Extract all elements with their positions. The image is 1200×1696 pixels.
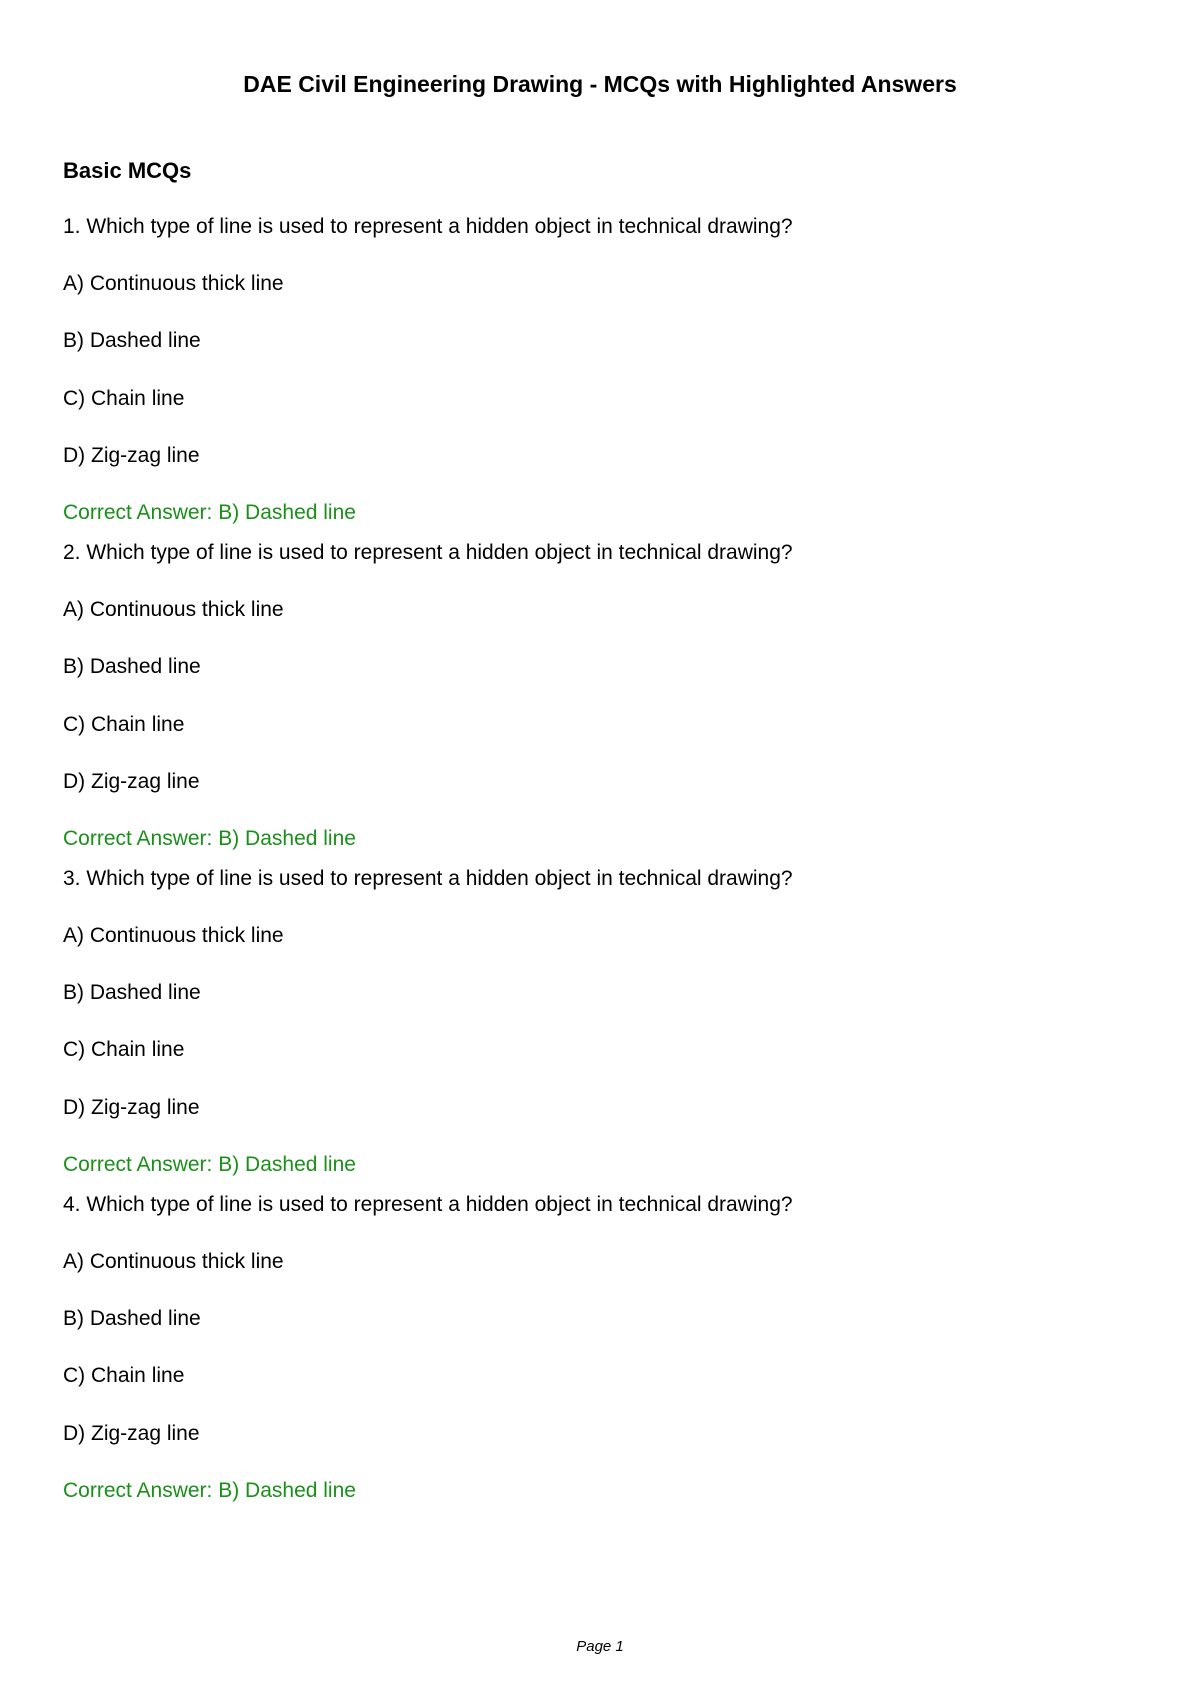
option-b: B) Dashed line <box>63 1307 201 1331</box>
option-c: C) Chain line <box>63 386 185 410</box>
option-b: B) Dashed line <box>63 981 201 1005</box>
option-d: D) Zig-zag line <box>63 1421 200 1445</box>
correct-answer: Correct Answer: B) Dashed line <box>63 1478 356 1502</box>
question-text: 1. Which type of line is used to represent a hidden object in technical drawing? <box>63 215 793 238</box>
correct-answer: Correct Answer: B) Dashed line <box>63 500 356 524</box>
option-a: A) Continuous thick line <box>63 924 284 948</box>
mcq-item <box>63 539 1143 853</box>
question-text: 4. Which type of line is used to represent a hidden object in technical drawing? <box>63 1192 793 1216</box>
option-a: A) Continuous thick line <box>63 598 284 622</box>
question-text: 2. Which type of line is used to represent a hidden object in technical drawing? <box>63 540 793 564</box>
mcq-item <box>63 1191 1143 1505</box>
option-a: A) Continuous thick line <box>63 1250 284 1273</box>
option-d: D) Zig-zag line <box>63 1095 200 1119</box>
correct-answer: Correct Answer: B) Dashed line <box>63 1152 356 1176</box>
mcq-list <box>63 213 1143 1517</box>
section-heading: Basic MCQs <box>63 158 192 183</box>
mcq-item <box>63 213 1143 527</box>
document-title: DAE Civil Engineering Drawing - MCQs with Highlighted Answers <box>243 71 957 97</box>
mcq-item <box>63 865 1143 1179</box>
correct-answer: Correct Answer: B) Dashed line <box>63 826 356 850</box>
option-b: B) Dashed line <box>63 655 201 679</box>
option-c: C) Chain line <box>63 1364 185 1388</box>
option-c: C) Chain line <box>63 712 185 736</box>
option-c: C) Chain line <box>63 1038 185 1062</box>
option-a: A) Continuous thick line <box>63 272 284 296</box>
option-b: B) Dashed line <box>63 329 201 353</box>
question-text: 3. Which type of line is used to represent a hidden object in technical drawing? <box>63 866 793 890</box>
option-d: D) Zig-zag line <box>63 769 200 793</box>
option-d: D) Zig-zag line <box>63 443 200 467</box>
page-number: Page 1 <box>576 1638 624 1655</box>
